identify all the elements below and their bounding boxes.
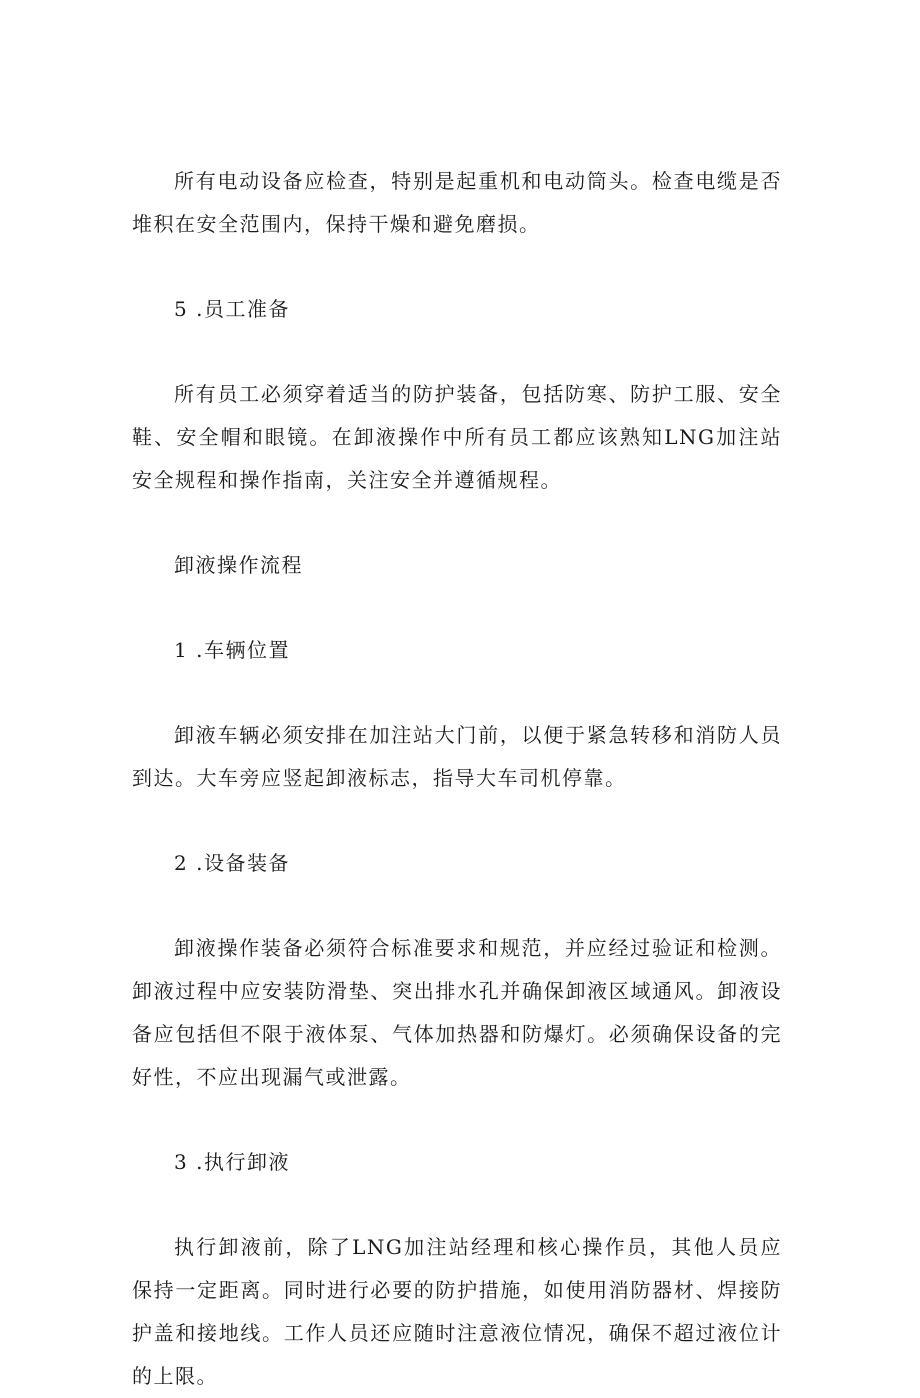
spacer <box>132 1099 782 1141</box>
spacer <box>132 587 782 629</box>
heading-unloading-procedure: 卸液操作流程 <box>174 553 303 577</box>
paragraph-electrical-check: 所有电动设备应检查，特别是起重机和电动筒头。检查电缆是否堆积在安全范围内，保持干燥和避免磨损。 <box>132 169 782 236</box>
paragraph-equipment: 卸液操作装备必须符合标准要求和规范，并应经过验证和检测。卸液过程中应安装防滑垫、突出排水孔并确保卸液区域通风。卸液设备应包括但不限于液体泵、气体加热器和防爆灯。必须确保设备的完好性，不应出现漏气或泄露。 <box>132 936 782 1089</box>
spacer <box>132 1184 782 1226</box>
document-body <box>132 160 782 1398</box>
spacer <box>132 331 782 373</box>
paragraph-vehicle-position: 卸液车辆必须安排在加注站大门前，以便于紧急转移和消防人员到达。大车旁应竖起卸液标志，指导大车司机停靠。 <box>132 723 782 790</box>
paragraph-execute-unloading: 执行卸液前，除了LNG加注站经理和核心操作员，其他人员应保持一定距离。同时进行必要的防护措施，如使用消防器材、焊接防护盖和接地线。工作人员还应随时注意液位情况，确保不超过液位计的上限。 <box>132 1235 782 1388</box>
paragraph-staff-protection: 所有员工必须穿着适当的防护装备，包括防寒、防护工服、安全鞋、安全帽和眼镜。在卸液操作中所有员工都应该熟知LNG加注站安全规程和操作指南，关注安全并遵循规程。 <box>132 382 782 492</box>
heading-equipment: 2 .设备装备 <box>174 851 290 875</box>
spacer <box>132 800 782 842</box>
spacer <box>132 672 782 714</box>
heading-execute-unloading: 3 .执行卸液 <box>174 1150 290 1174</box>
heading-staff-preparation: 5 .员工准备 <box>174 297 290 321</box>
spacer <box>132 502 782 544</box>
heading-vehicle-position: 1 .车辆位置 <box>174 638 290 662</box>
spacer <box>132 246 782 288</box>
spacer <box>132 885 782 927</box>
